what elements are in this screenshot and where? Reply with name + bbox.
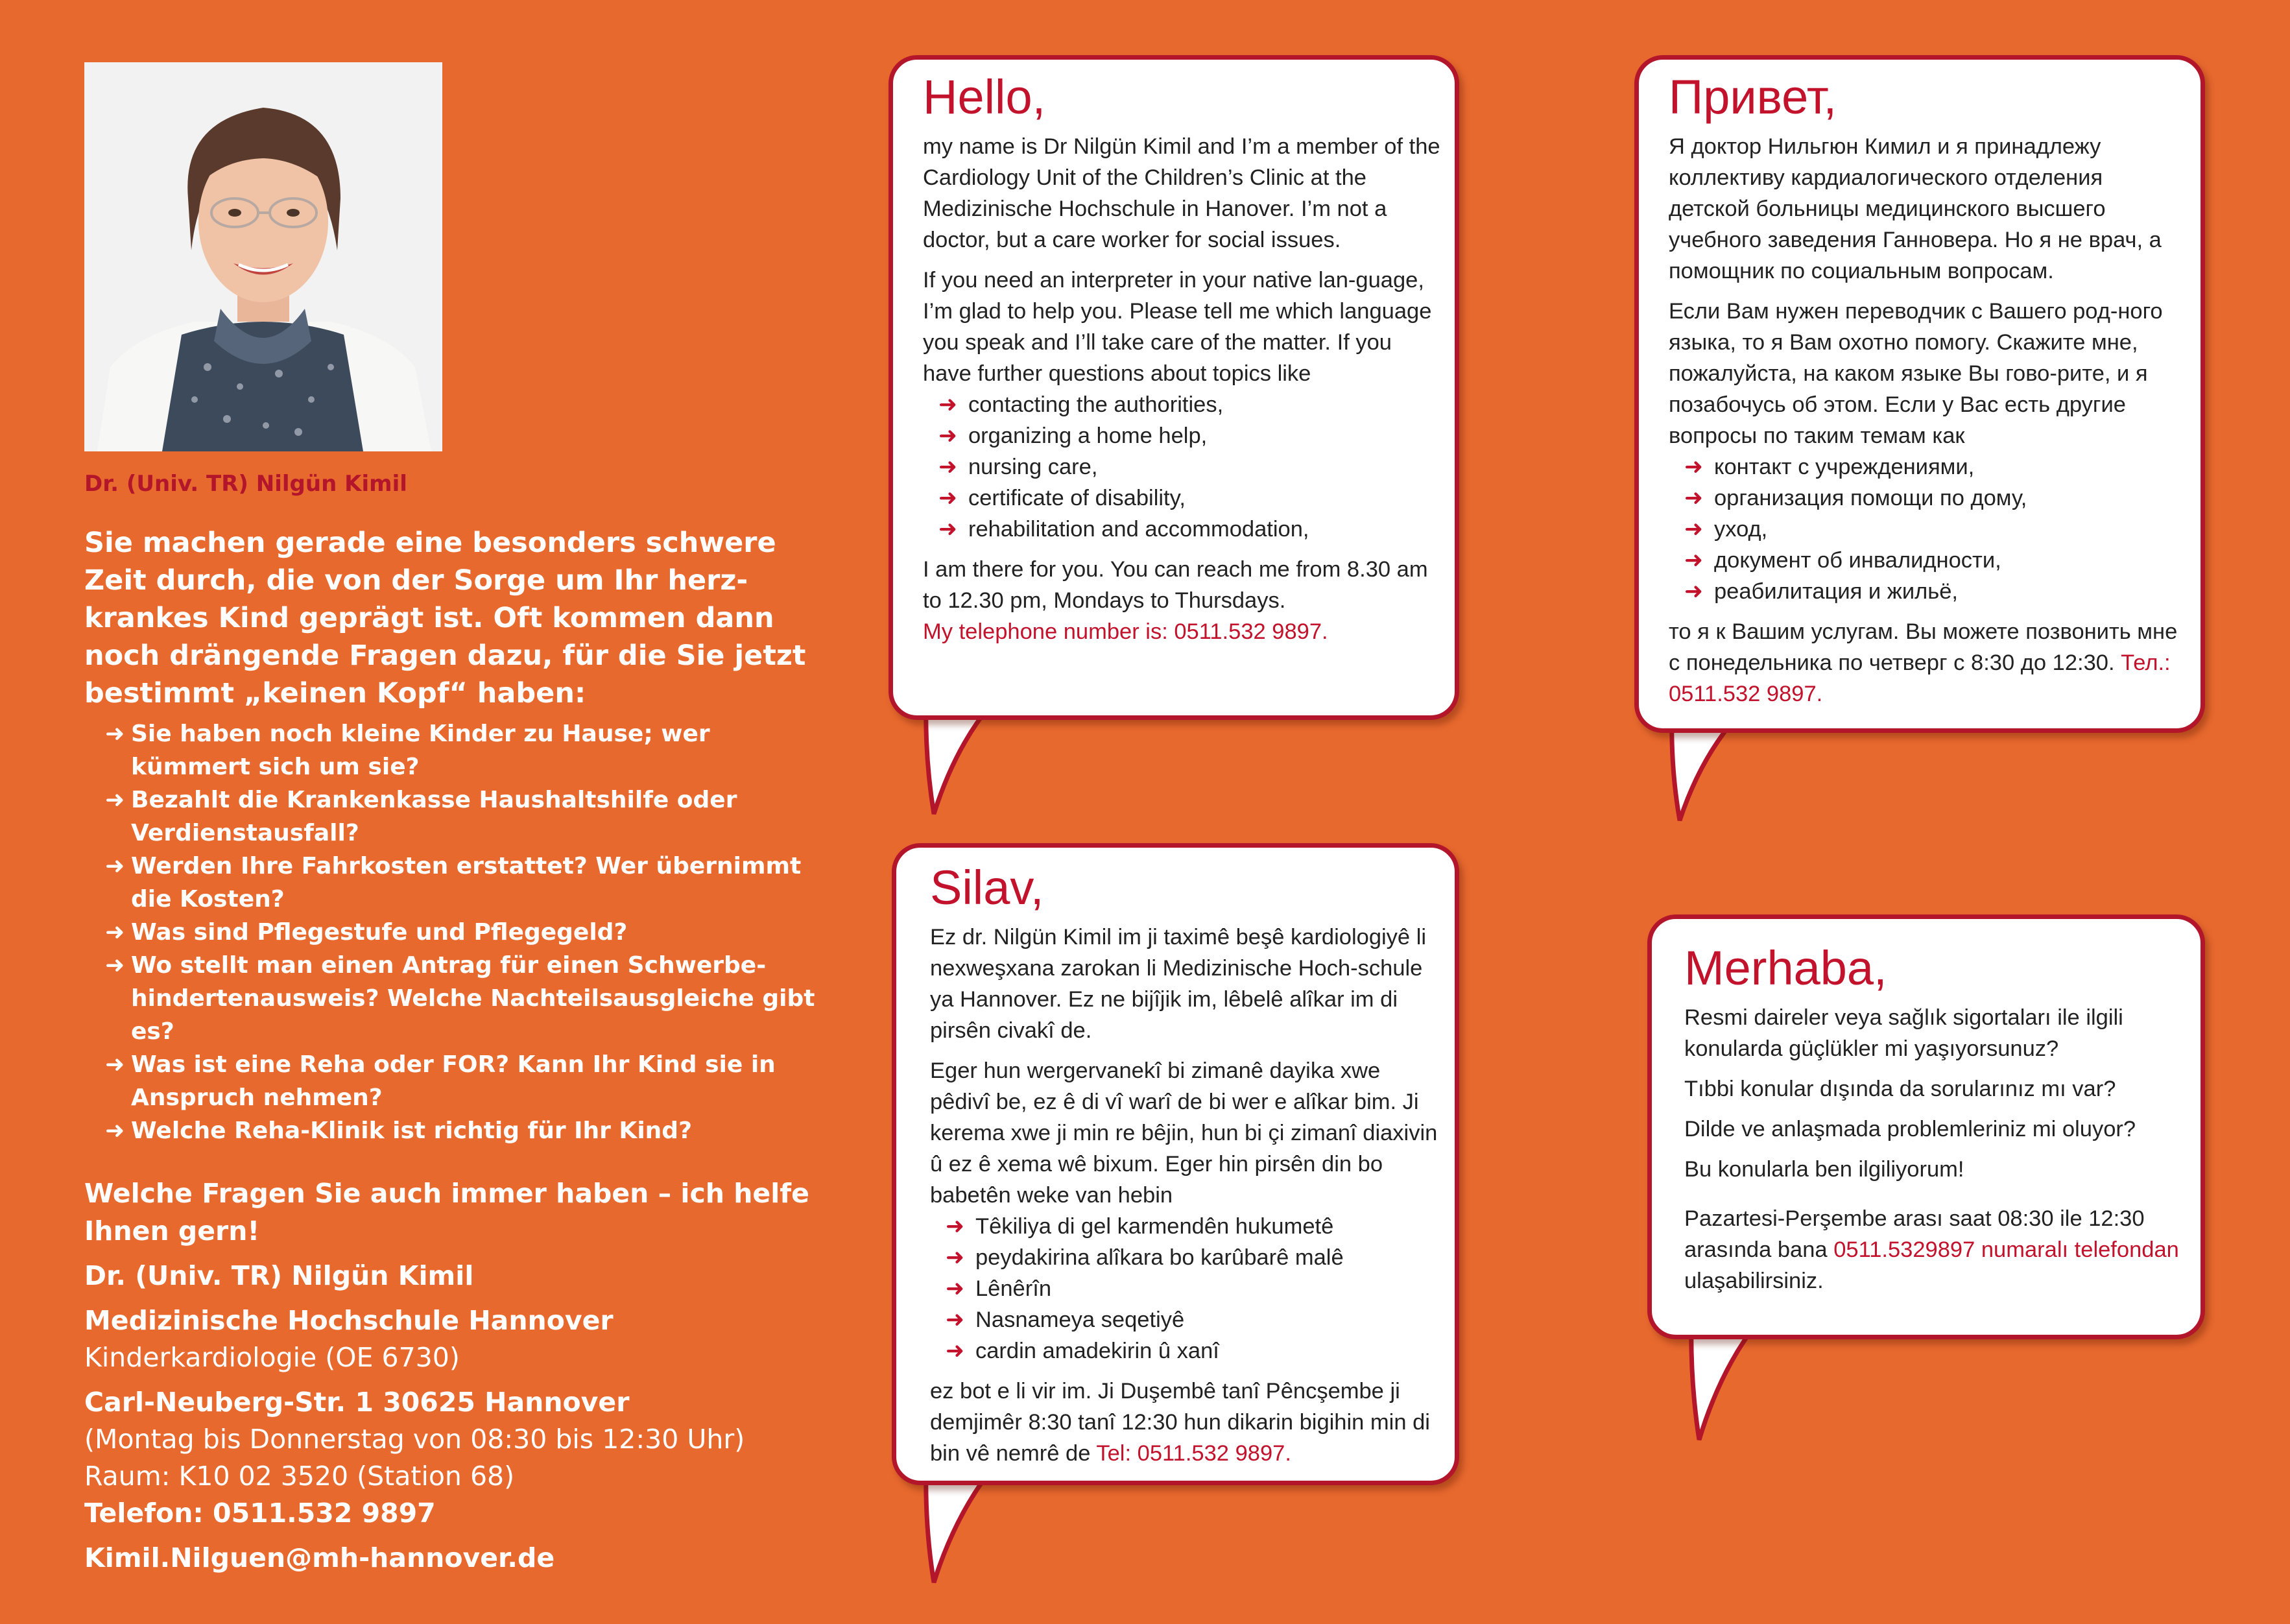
right-arrow-icon: ➜ <box>946 1276 964 1301</box>
turkish-statement: Bu konularla ben ilgiliyorum! <box>1684 1157 1964 1182</box>
contact-address: Carl-Neuberg-Str. 1 30625 Hannover <box>84 1387 630 1418</box>
list-item: ➜ rehabilitation and accommodation, <box>923 514 1442 545</box>
closing-text: Welche Fragen Sie auch immer haben – ich helfe Ihnen gern! <box>84 1178 809 1247</box>
english-greeting: Hello, <box>923 70 1046 124</box>
kurdish-offer: Eger hun wergervanekî bi zimanê dayika xwe pêdivî be, ez ê di vî warî de bi wer e alîkar bim. Ji kerema xwe ji min re bêjin, hun bi çi zimanî diaxivin û ez ê xema wê bixum. Eger hin pirsên din bo babetên weke van hebin <box>930 1058 1438 1208</box>
list-item: ➜ contacting the authorities, <box>923 389 1442 420</box>
russian-offer: Если Вам нужен переводчик с Вашего род-ного языка, то я Вам охотно помогу. Скажите мне, пожалуйста, на каком языке Вы гово-рите, и я позабочусь об этом. Если у Вас есть другие вопросы по таким темам как <box>1669 299 2163 448</box>
contact-phone[interactable]: Telefon: 0511.532 9897 <box>84 1498 436 1529</box>
right-arrow-icon: ➜ <box>105 721 125 747</box>
right-arrow-icon: ➜ <box>105 919 125 946</box>
kurdish-availability: ez bot e li vir im. Ji Duşembê tanî Pêncşembe ji demjimêr 8:30 tanî 12:30 hun dikarin bigihin min di bin vê nemrê de Tel: 0511.532 9897. <box>930 1379 1430 1466</box>
right-arrow-icon: ➜ <box>938 455 957 479</box>
contact-name: Dr. (Univ. TR) Nilgün Kimil <box>84 1260 474 1291</box>
contact-hours: (Montag bis Donnerstag von 08:30 bis 12:30 Uhr) Raum: K10 02 3520 (Station 68) <box>84 1424 745 1492</box>
russian-availability: то я к Вашим услугам. Вы можете позвонить мне с понедельника по четверг с 8:30 до 12:30. Тел.: 0511.532 9897. <box>1669 619 2178 706</box>
list-item: ➜ Têkiliya di gel karmendên hukumetê <box>930 1211 1442 1242</box>
list-item: ➜ peydakirina alîkara bo karûbarê malê <box>930 1242 1442 1273</box>
list-item: ➜ cardin amadekirin û xanî <box>930 1335 1442 1367</box>
english-availability: I am there for you. You can reach me from 8.30 am to 12.30 pm, Mondays to Thursdays. <box>923 557 1428 613</box>
list-item: ➜ организация помощи по дому, <box>1669 483 2188 514</box>
russian-speech-bubble <box>1634 55 2205 733</box>
kurdish-topic-list <box>930 1211 1442 1367</box>
english-speech-bubble <box>889 55 1459 720</box>
right-arrow-icon: ➜ <box>1684 455 1703 479</box>
english-intro: my name is Dr Nilgün Kimil and I’m a member of the Cardiology Unit of the Children’s Clinic at the Medizinische Hochschule in Hanover. I’m not a doctor, but a care worker for social issues. <box>923 134 1440 252</box>
kurdish-intro: Ez dr. Nilgün Kimil im ji taximê beşê kardiologiyê li nexweşxana zarokan li Medizinische Hoch-schule ya Hannover. Ez ne bijîjik im, lêbelê alîkar im di pirsên civakî de. <box>930 925 1427 1043</box>
right-arrow-icon: ➜ <box>938 392 957 417</box>
right-arrow-icon: ➜ <box>105 1117 125 1144</box>
right-arrow-icon: ➜ <box>946 1308 964 1332</box>
right-arrow-icon: ➜ <box>105 952 125 979</box>
turkish-greeting: Merhaba, <box>1684 941 1887 995</box>
contact-institution: Medizinische Hochschule Hannover <box>84 1305 614 1336</box>
contact-email[interactable]: Kimil.Nilguen@mh-hannover.de <box>84 1542 555 1573</box>
right-arrow-icon: ➜ <box>946 1339 964 1363</box>
list-item: ➜ Sie haben noch kleine Kinder zu Hause; wer kümmert sich um sie? <box>84 717 824 783</box>
list-item: ➜ nursing care, <box>923 451 1442 483</box>
list-item: ➜ Werden Ihre Fahrkosten erstattet? Wer übernimmt die Kosten? <box>84 850 824 916</box>
turkish-question-3: Dilde ve anlaşmada problemleriniz mi oluyor? <box>1684 1117 2136 1141</box>
russian-phone[interactable]: Тел.: 0511.532 9897. <box>1669 651 2171 706</box>
kurdish-greeting: Silav, <box>930 861 1044 914</box>
right-arrow-icon: ➜ <box>938 424 957 448</box>
english-offer: If you need an interpreter in your native lan-guage, I’m glad to help you. Please tell me which language you speak and I’ll take care of the matter. If you have further questions about topics like <box>923 268 1432 386</box>
list-item: ➜ certificate of disability, <box>923 483 1442 514</box>
right-arrow-icon: ➜ <box>938 486 957 510</box>
right-arrow-icon: ➜ <box>946 1214 964 1239</box>
left-column <box>84 62 824 1577</box>
contact-department: Kinderkardiologie (OE 6730) <box>84 1342 460 1373</box>
right-arrow-icon: ➜ <box>946 1245 964 1270</box>
list-item: ➜ Was ist eine Reha oder FOR? Kann Ihr Kind sie in Anspruch nehmen? <box>84 1048 824 1114</box>
contact-block <box>84 1258 824 1577</box>
question-list <box>84 717 824 1147</box>
list-item: ➜ Bezahlt die Krankenkasse Haushaltshilfe oder Verdienstausfall? <box>84 783 824 850</box>
list-item: ➜ Welche Reha-Klinik ist richtig für Ihr Kind? <box>84 1114 824 1147</box>
right-arrow-icon: ➜ <box>938 517 957 542</box>
photo-caption: Dr. (Univ. TR) Nilgün Kimil <box>84 471 407 497</box>
turkish-question-1: Resmi daireler veya sağlık sigortaları ile ilgili konularda güçlükler mi yaşıyorsunuz? <box>1684 1005 2123 1061</box>
list-item: ➜ документ об инвалидности, <box>1669 545 2188 576</box>
russian-topic-list <box>1669 451 2188 607</box>
right-arrow-icon: ➜ <box>105 853 125 879</box>
list-item: ➜ реабилитация и жильё, <box>1669 576 2188 607</box>
turkish-availability: Pazartesi-Perşembe arası saat 08:30 ile 12:30 arasında bana 0511.5329897 numaralı telefondan ulaşabilirsiniz. <box>1684 1206 2179 1293</box>
kurdish-speech-bubble <box>892 843 1459 1485</box>
list-item: ➜ organizing a home help, <box>923 420 1442 451</box>
right-arrow-icon: ➜ <box>1684 579 1703 604</box>
russian-intro: Я доктор Нильгюн Кимил и я принадлежу коллективу кардиалогического отделения детской больницы медицинского высшего учебного заведения Ганновера. Но я не врач, а помощник по социальным вопросам. <box>1669 134 2162 283</box>
right-arrow-icon: ➜ <box>105 787 125 813</box>
kurdish-phone[interactable]: Tel: 0511.532 9897. <box>1096 1441 1291 1466</box>
list-item: ➜ Lênêrîn <box>930 1273 1442 1304</box>
right-arrow-icon: ➜ <box>1684 517 1703 542</box>
list-item: ➜ контакт с учреждениями, <box>1669 451 2188 483</box>
turkish-phone[interactable]: 0511.5329897 numaralı telefondan <box>1833 1237 2179 1262</box>
turkish-question-2: Tıbbi konular dışında da sorularınız mı var? <box>1684 1077 2116 1101</box>
russian-greeting: Привет, <box>1669 70 1837 124</box>
portrait-photo <box>84 62 442 451</box>
list-item: ➜ Was sind Pflegestufe und Pflegegeld? <box>84 916 824 949</box>
portrait-illustration <box>84 62 442 451</box>
list-item: ➜ Wo stellt man einen Antrag für einen Schwerbe-hindertenausweis? Welche Nachteilsausgleiche gibt es? <box>84 949 824 1048</box>
list-item: ➜ Nasnameya seqetiyê <box>930 1304 1442 1335</box>
english-phone[interactable]: My telephone number is: 0511.532 9897. <box>923 619 1328 644</box>
right-arrow-icon: ➜ <box>105 1051 125 1078</box>
list-item: ➜ уход, <box>1669 514 2188 545</box>
right-arrow-icon: ➜ <box>1684 548 1703 573</box>
english-topic-list <box>923 389 1442 545</box>
turkish-speech-bubble <box>1647 914 2205 1339</box>
right-arrow-icon: ➜ <box>1684 486 1703 510</box>
intro-text: Sie machen gerade eine besonders schwere Zeit durch, die von der Sorge um Ihr herz-krankes Kind geprägt ist. Oft kommen dann noch drängende Fragen dazu, für die Sie jetzt bestimmt „keinen Kopf“ haben: <box>84 527 806 710</box>
